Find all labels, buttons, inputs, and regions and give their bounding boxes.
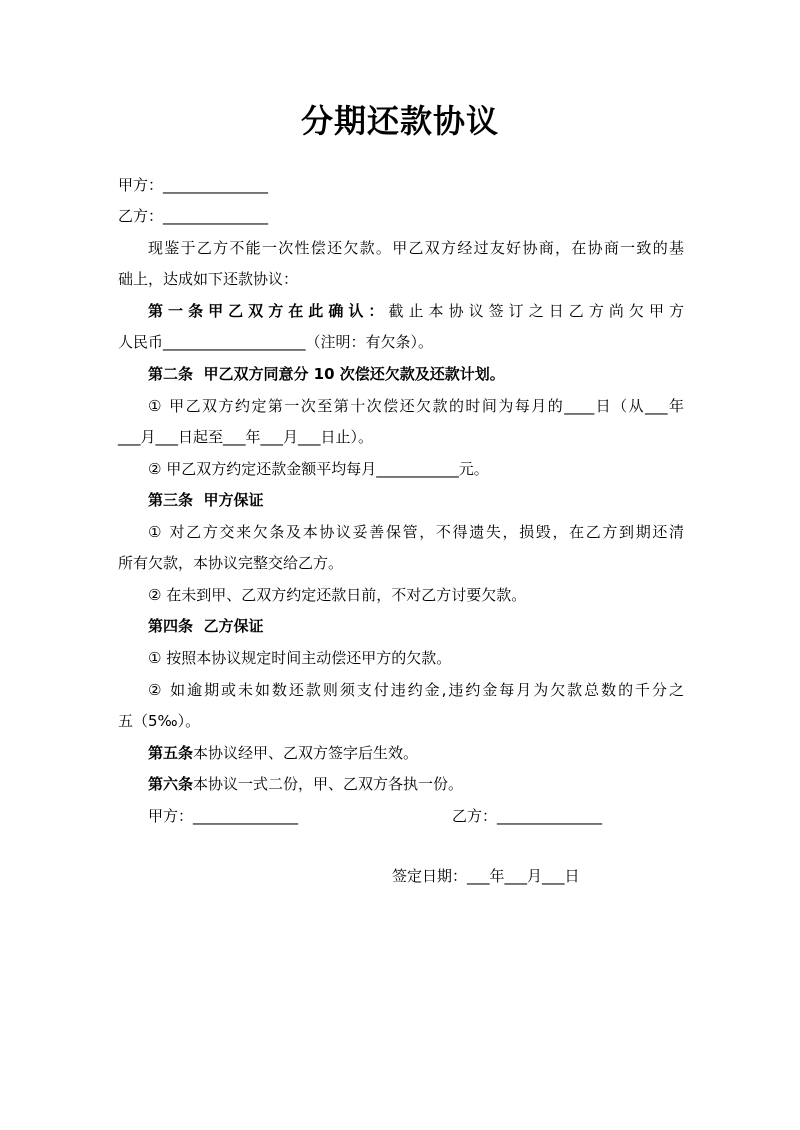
article-5 [148,743,418,763]
article-2-item-1-line-2: ___月___日起至___年___月___日止）。 [118,428,374,446]
article-2-item-1-line-1: ① 甲乙双方约定第一次至第十次偿还欠款的时间为每月的____日（从___年 [148,397,684,415]
intro-line-2: 础上，达成如下还款协议： [118,270,299,288]
article-3-heading: 第三条 甲方保证 [148,491,264,509]
article-1-line-2: 人民币___________________（注明：有欠条）。 [118,333,434,351]
article-3-item-1-line-1: ① 对乙方交来欠条及本协议妥善保管，不得遗失，损毁，在乙方到期还清 [148,523,684,541]
article-4-heading: 第四条 乙方保证 [148,617,264,635]
article-1-line-1 [148,301,684,321]
article-1-text: 截止本协议签订之日乙方尚欠甲方 [388,302,684,320]
intro-line-1: 现鉴于乙方不能一次性偿还欠款。甲乙双方经过友好协商，在协商一致的基 [148,239,684,257]
article-4-item-2-line-1: ② 如逾期或未如数还款则须支付违约金,违约金每月为欠款总数的千分之 [148,681,684,699]
signature-date: 签定日期：___年___月___日 [392,867,580,885]
article-4-item-1: ① 按照本协议规定时间主动偿还甲方的欠款。 [148,649,452,667]
article-1-heading: 第一条甲乙双方在此确认： [148,302,389,320]
party-b-line: 乙方：______________ [118,207,269,225]
article-2-heading: 第二条 甲乙双方同意分 10 次偿还欠款及还款计划。 [148,365,505,383]
article-5-heading: 第五条 [148,744,194,762]
signature-party-a: 甲方：______________ [148,807,299,825]
article-4-item-2-line-2: 五（5‰）。 [118,712,201,730]
article-3-item-2: ② 在未到甲、乙双方约定还款日前，不对乙方讨要欠款。 [148,586,527,604]
party-a-line: 甲方：______________ [118,176,269,194]
article-6-heading: 第六条 [148,775,194,793]
document-title: 分期还款协议 [300,102,499,140]
article-3-item-1-line-2: 所有欠款，本协议完整交给乙方。 [118,554,344,572]
article-6 [148,774,463,794]
signature-party-b: 乙方：______________ [452,807,603,825]
article-2-item-2: ② 甲乙双方约定还款金额平均每月___________元。 [148,460,489,478]
article-5-text: 本协议经甲、乙双方签字后生效。 [193,744,419,762]
article-6-text: 本协议一式二份，甲、乙双方各执一份。 [193,775,464,793]
